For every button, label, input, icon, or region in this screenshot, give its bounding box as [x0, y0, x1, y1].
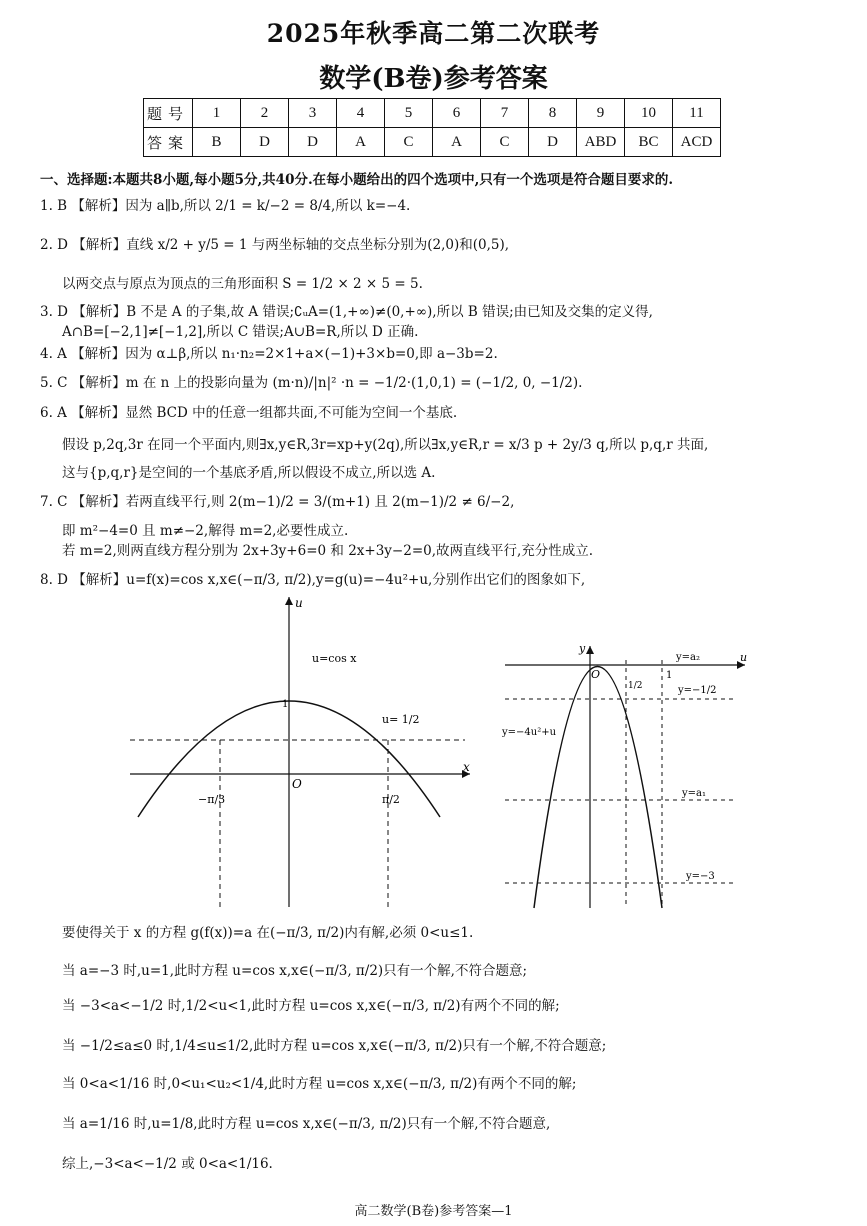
answer-table-answer-row [144, 128, 721, 157]
fig2-origin: O [591, 668, 601, 681]
question-number-cell: 3 [289, 99, 337, 128]
q8-analysis-6: 当 a=1/16 时,u=1/8,此时方程 u=cos x,x∈(−π/3, π/2)只有一个解,不符合题意, [62, 1116, 551, 1132]
q7-solution: 7. C 【解析】若两直线平行,则 2(m−1)/2 = 3/(m+1) 且 2(m−1)/2 ≠ 6/−2, [40, 494, 515, 510]
q8-analysis-2: 当 a=−3 时,u=1,此时方程 u=cos x,x∈(−π/3, π/2)只有一个解,不符合题意; [62, 963, 528, 979]
section-heading: 一、选择题:本题共8小题,每小题5分,共40分.在每小题给出的四个选项中,只有一个选项是符合题目要求的. [40, 172, 674, 188]
fig1-line-label: u= 1/2 [382, 713, 420, 726]
q6-solution-cont2: 这与{p,q,r}是空间的一个基底矛盾,所以假设不成立,所以选 A. [62, 465, 436, 481]
question-number-cell: 8 [529, 99, 577, 128]
answer-cell: C [385, 128, 433, 157]
question-number-cell: 1 [193, 99, 241, 128]
answer-cell: ACD [673, 128, 721, 157]
question-number-cell: 9 [577, 99, 625, 128]
answer-cell: D [289, 128, 337, 157]
answer-table-row1-label: 题号 [144, 99, 193, 128]
fig1-one: 1 [282, 699, 289, 710]
fig2-y-neg3: y=−3 [686, 871, 715, 882]
parabola-curve [534, 667, 662, 909]
answer-cell: D [241, 128, 289, 157]
page-footer: 高二数学(B卷)参考答案—1 [354, 1204, 513, 1219]
q6-solution-cont1: 假设 p,2q,3r 在同一个平面内,则∃x,y∈R,3r=xp+y(2q),所以∃x,y∈R,r = x/3 p + 2y/3 q,所以 p,q,r 共面, [62, 437, 709, 453]
fig2-axis-y: y [579, 642, 586, 655]
answer-cell: B [193, 128, 241, 157]
fig2-y-a2: y=a₂ [676, 652, 700, 663]
page-title: 2025年秋季高二第二次联考 [266, 19, 601, 48]
question-number-cell: 7 [481, 99, 529, 128]
fig2-axis-u: u [740, 651, 748, 664]
question-number-cell: 11 [673, 99, 721, 128]
answer-cell: C [481, 128, 529, 157]
q2-solution: 2. D 【解析】直线 x/2 + y/5 = 1 与两坐标轴的交点坐标分别为(2,0)和(0,5), [40, 237, 510, 253]
q1-solution: 1. B 【解析】因为 a∥b,所以 2/1 = k/−2 = 8/4,所以 k=−4. [40, 198, 411, 214]
answer-cell: A [433, 128, 481, 157]
q8-conclusion: 综上,−3<a<−1/2 或 0<a<1/16. [62, 1156, 273, 1172]
answer-table-number-row [144, 99, 721, 128]
answer-table [143, 98, 721, 157]
q8-analysis-3: 当 −3<a<−1/2 时,1/2<u<1,此时方程 u=cos x,x∈(−π/3, π/2)有两个不同的解; [62, 998, 560, 1014]
q4-solution: 4. A 【解析】因为 α⊥β,所以 n₁·n₂=2×1+a×(−1)+3×b=0,即 a−3b=2. [40, 346, 498, 362]
q8-solution: 8. D 【解析】u=f(x)=cos x,x∈(−π/3, π/2),y=g(u)=−4u²+u,分别作出它们的图象如下, [40, 572, 586, 588]
q8-analysis-5: 当 0<a<1/16 时,0<u₁<u₂<1/4,此时方程 u=cos x,x∈(−π/3, π/2)有两个不同的解; [62, 1076, 577, 1092]
answer-cell: D [529, 128, 577, 157]
question-number-cell: 6 [433, 99, 481, 128]
q8-analysis-1: 要使得关于 x 的方程 g(f(x))=a 在(−π/3, π/2)内有解,必须 0<u≤1. [62, 925, 474, 941]
q6-solution: 6. A 【解析】显然 BCD 中的任意一组都共面,不可能为空间一个基底. [40, 405, 458, 421]
question-number-cell: 5 [385, 99, 433, 128]
fig1-neg-pi3: −π/3 [198, 793, 226, 806]
fig2-one: 1 [666, 670, 673, 681]
fig1-axis-x: x [463, 760, 470, 774]
fig1-pi2: π/2 [382, 793, 400, 806]
answer-table-row2-label: 答案 [144, 128, 193, 157]
fig1-axis-u: u [295, 596, 303, 610]
q3-solution: 3. D 【解析】B 不是 A 的子集,故 A 错误;∁ᵤA=(1,+∞)≠(0,+∞),所以 B 错误;由已知及交集的定义得, [40, 304, 653, 320]
question-number-cell: 2 [241, 99, 289, 128]
q2-solution-cont: 以两交点与原点为顶点的三角形面积 S = 1/2 × 2 × 5 = 5. [62, 276, 423, 292]
question-number-cell: 4 [337, 99, 385, 128]
question-number-cell: 10 [625, 99, 673, 128]
answer-cell: ABD [577, 128, 625, 157]
answer-cell: A [337, 128, 385, 157]
q7-solution-cont1: 即 m²−4=0 且 m≠−2,解得 m=2,必要性成立. [62, 523, 349, 539]
fig1-origin: O [292, 777, 302, 791]
parabola-graph-figure [500, 640, 750, 910]
u-axis-arrow-icon [285, 597, 293, 605]
q5-solution: 5. C 【解析】m 在 n 上的投影向量为 (m·n)/|n|² ·n = −1/2·(1,0,1) = (−1/2, 0, −1/2). [40, 375, 583, 391]
q7-solution-cont2: 若 m=2,则两直线方程分别为 2x+3y+6=0 和 2x+3y−2=0,故两直线平行,充分性成立. [62, 543, 594, 559]
page-subtitle: 数学(B卷)参考答案 [319, 64, 548, 94]
answer-cell: BC [625, 128, 673, 157]
fig2-half: 1/2 [628, 681, 643, 691]
fig1-curve-label: u=cos x [312, 652, 357, 665]
q8-analysis-4: 当 −1/2≤a≤0 时,1/4≤u≤1/2,此时方程 u=cos x,x∈(−π/3, π/2)只有一个解,不符合题意; [62, 1038, 607, 1054]
fig2-y-a1: y=a₁ [682, 788, 706, 799]
q3-solution-cont: A∩B=[−2,1]≠[−1,2],所以 C 错误;A∪B=R,所以 D 正确. [62, 324, 419, 340]
y-axis-arrow-icon [586, 646, 594, 654]
fig2-curve-label: y=−4u²+u [502, 727, 557, 738]
fig2-y-neg-half: y=−1/2 [678, 685, 717, 696]
cos-graph-figure [130, 595, 480, 910]
